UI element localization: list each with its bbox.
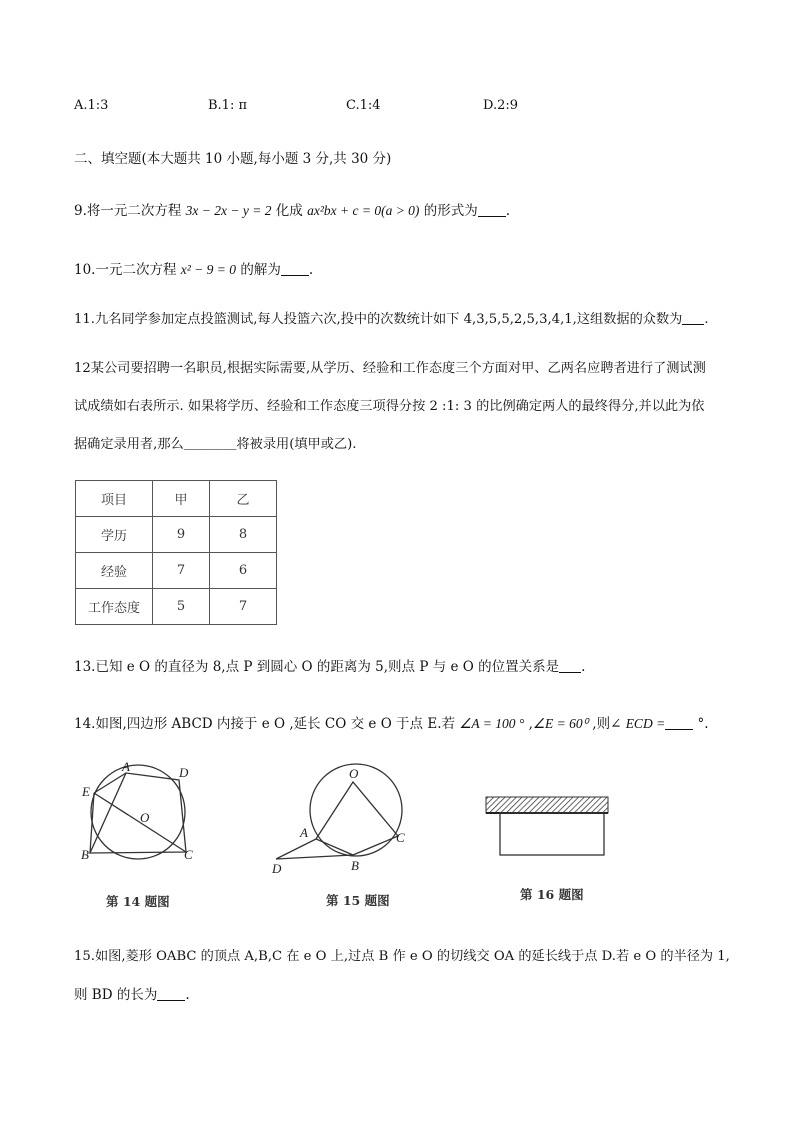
table-cell: 工作态度 xyxy=(76,589,153,625)
question-10: 10.一元二次方程 x² − 9 = 0 的解为 . xyxy=(74,262,314,278)
fig14-label: B xyxy=(81,847,89,862)
option-b: B.1: π xyxy=(208,98,248,113)
q14-text-pre: 14.如图,四边形 ABCD 内接于 e O ,延长 CO 交 e O 于点 E.若 xyxy=(74,716,460,732)
question-12-line-3: 据确定录用者,那么＿＿＿＿将被录用(填甲或乙). xyxy=(74,437,357,452)
fig14-label: D xyxy=(179,765,189,780)
q10-equation: x² − 9 = 0 xyxy=(180,262,237,277)
question-13: 13.已知 e O 的直径为 8,点 P 到圆心 O 的距离为 5,则点 P 与 e O 的位置关系是 . xyxy=(74,659,586,675)
q10-text-pre: 10.一元二次方程 xyxy=(74,262,181,278)
fig16-caption: 第 16 题图 xyxy=(520,887,584,902)
option-a: A.1:3 xyxy=(74,98,109,113)
q9-equation: 3x − 2x − y = 2 xyxy=(185,203,272,218)
fig14-caption: 第 14 题图 xyxy=(106,894,170,909)
figure-15 xyxy=(266,762,416,877)
q14-angle-e: ∠E = 60⁰ xyxy=(532,716,588,731)
table-cell: 5 xyxy=(153,589,210,625)
q9-text-pre: 9.将一元二次方程 xyxy=(74,203,186,219)
q9-text-mid: 化成 xyxy=(271,203,308,219)
fig14-label: O xyxy=(140,810,150,825)
fig15-label: D xyxy=(272,861,282,876)
table-cell: 7 xyxy=(210,589,277,625)
figure-14 xyxy=(78,760,208,870)
question-11: 11.九名同学参加定点投篮测试,每人投篮六次,投中的次数统计如下 4,3,5,5,2,5,3,4,1,这组数据的众数为 . xyxy=(74,312,709,327)
table-row xyxy=(76,553,277,589)
table-header-cell: 甲 xyxy=(153,481,210,517)
q14-blank xyxy=(665,717,693,730)
fig14-label: E xyxy=(82,784,90,799)
table-header-row xyxy=(76,481,277,517)
q9-blank xyxy=(478,204,506,217)
fig15-label: A xyxy=(300,825,308,840)
option-c: C.1:4 xyxy=(346,98,381,113)
table-row xyxy=(76,517,277,553)
q10-blank xyxy=(281,263,309,276)
q14-text-post: °. xyxy=(693,716,709,732)
fig15-label: C xyxy=(396,830,405,845)
q14-text-mid: ,则∠ xyxy=(588,716,626,732)
question-9: 9.将一元二次方程 3x − 2x − y = 2 化成 ax²bx + c = 0(a > 0) 的形式为 . xyxy=(74,203,511,219)
fig14-label: C xyxy=(184,847,193,862)
q14-angle-a: ∠A = 100 ° xyxy=(459,716,525,731)
question-15-line-1: 15.如图,菱形 OABC 的顶点 A,B,C 在 e O 上,过点 B 作 e O 的切线交 OA 的延长线于点 D.若 e O 的半径为 1, xyxy=(74,949,730,964)
q11-text: 11.九名同学参加定点投篮测试,每人投篮六次,投中的次数统计如下 4,3,5,5,2,5,3,4,1,这组数据的众数为 xyxy=(74,312,683,327)
q11-blank xyxy=(682,312,704,325)
q9-form: ax²bx + c = 0(a > 0) xyxy=(307,203,420,218)
fig15-label: B xyxy=(351,858,359,873)
table-header-cell: 项目 xyxy=(76,481,153,517)
fig15-caption: 第 15 题图 xyxy=(326,893,390,908)
question-15-line-2: 则 BD 的长为 . xyxy=(74,987,190,1003)
q13-text: 13.已知 e O 的直径为 8,点 P 到圆心 O 的距离为 5,则点 P 与 e O 的位置关系是 xyxy=(74,659,560,675)
table-cell: 6 xyxy=(210,553,277,589)
q15-text: 则 BD 的长为 xyxy=(74,987,158,1003)
table-cell: 经验 xyxy=(76,553,153,589)
fig14-label: A xyxy=(122,760,130,774)
q10-text-post: 的解为 xyxy=(236,262,281,278)
option-d: D.2:9 xyxy=(483,98,519,113)
q15-blank xyxy=(157,988,185,1001)
question-14 xyxy=(74,712,709,732)
question-12-line-2: 试成绩如右表所示. 如果将学历、经验和工作态度三项得分按 2 :1: 3 的比例确定两人的最终得分,并以此为依 xyxy=(74,399,705,414)
q14-angle-ecd: ECD = xyxy=(625,716,666,731)
section-heading: 二、填空题(本大题共 10 小题,每小题 3 分,共 30 分) xyxy=(74,151,392,167)
q14-text-sep: , xyxy=(524,716,533,732)
figure-16 xyxy=(484,795,614,860)
q13-blank xyxy=(559,660,581,673)
table-cell: 7 xyxy=(153,553,210,589)
q9-text-post: 的形式为 xyxy=(419,203,478,219)
table-header-cell: 乙 xyxy=(210,481,277,517)
question-12-line-1: 12某公司要招聘一名职员,根据实际需要,从学历、经验和工作态度三个方面对甲、乙两名应聘者进行了测试测 xyxy=(74,361,706,376)
fig15-label: O xyxy=(349,766,359,781)
score-table xyxy=(75,480,277,625)
table-cell: 9 xyxy=(153,517,210,553)
table-cell: 8 xyxy=(210,517,277,553)
table-row xyxy=(76,589,277,625)
table-cell: 学历 xyxy=(76,517,153,553)
